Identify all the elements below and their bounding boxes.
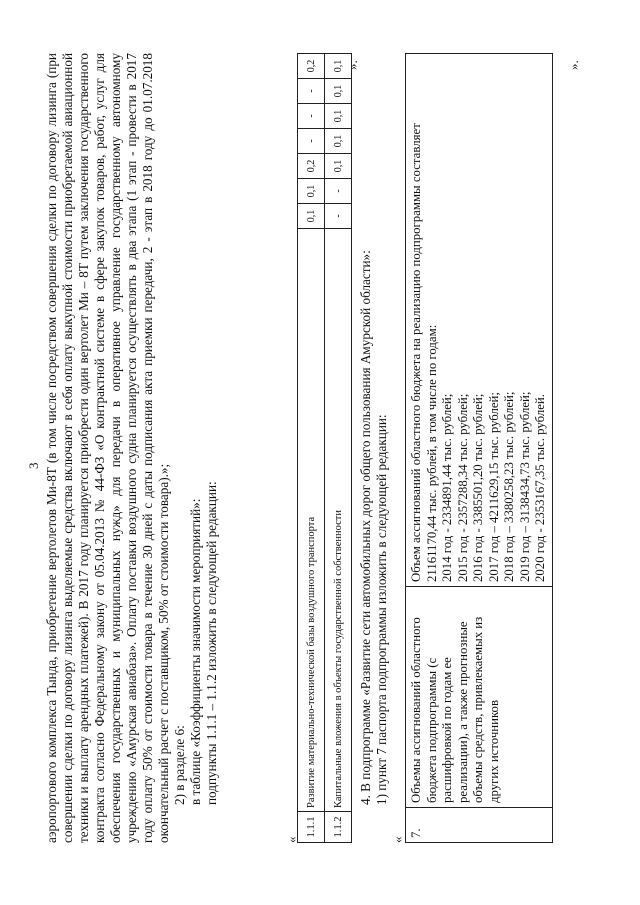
paragraph-aviation: аэропортового комплекса Тында, приобретение вертолетов Ми-8Т (в том числе посредством совершения сделки по договору лизинга (при совершении сделки по договору лизинга выделяемые средства включают в себя оплату выкупной стоимости приобретаемой авиационной техники и выплату арендных платежей). В 2017 году планируется приобрести один вертолет Ми – 8Т путем заключения государственного контракта согласно Федеральному закону от 05.04.2013 № 44-ФЗ «О контрактной системе в сфере закупок товаров, работ, услуг для обеспечения государственных и муниципальных нужд» для передачи в оперативное управление государственному автономному учреждению «Амурская авиабаза». Оплату поставки воздушного судна планируется осуществлять в два этапа (1 этап - провести в 2017 году оплату 50% от стоимости товара в течение 30 дней с даты подписания акта приемки передачи, 2 - этап в 2018 году до 01.07.2018 окончательный расчет с поставщиком, 50% от стоимости товара).»; (44, 53, 171, 843)
paragraph-subitems: подпункты 1.1.1 – 1.1.2 изложить в следующей редакции: (204, 481, 219, 805)
row-value: - (298, 104, 325, 129)
row-content (406, 54, 553, 587)
row-value: 0,2 (298, 154, 325, 179)
row-value: - (298, 129, 325, 154)
row-value: - (298, 79, 325, 104)
open-quote: « (390, 836, 405, 843)
content-line: 2018 год – 3380258,23 тыс. рублей; (502, 391, 516, 582)
row-value: - (325, 179, 352, 204)
paragraph-passport: 1) пункт 7 паспорта подпрограммы изложить в следующей редакции: (374, 414, 389, 805)
close-quote: ». (566, 60, 581, 70)
close-quote: ». (345, 60, 360, 70)
row-number: 1.1.1 (298, 812, 325, 843)
table-row (406, 54, 553, 843)
page-number: 3 (26, 462, 41, 469)
passport-table (405, 53, 553, 843)
row-name: Капитальные вложения в объекты государственной собственности (325, 229, 352, 812)
row-value: 0,2 (298, 54, 325, 79)
subprogram-text (358, 53, 390, 843)
row-value: 0,1 (325, 104, 352, 129)
body-text (44, 53, 220, 843)
content-line: 2020 год - 2353167,35 тыс. рублей. (533, 394, 547, 582)
table-row (325, 54, 352, 843)
content-line: 2016 год - 3385501,20 тыс. рублей; (471, 393, 485, 582)
paragraph-section6: 2) в разделе 6: (172, 725, 187, 805)
row-value: 0,1 (298, 179, 325, 204)
paragraph-table-title: в таблице «Коэффициенты значимости мероприятий»: (188, 498, 203, 805)
row-number: 1.1.2 (325, 812, 352, 843)
row-value: 0,1 (298, 204, 325, 229)
content-line: 2019 год – 3138434,73 тыс. рублей; (517, 391, 532, 582)
row-value: 0,1 (325, 129, 352, 154)
paragraph-subprogram: 4. В подпрограмме «Развитие сети автомобильных дорог общего пользования Амурской области»: (358, 250, 373, 805)
content-line: 2014 год - 2334891,44 тыс. рублей; (440, 393, 454, 582)
row-name: Объемы ассигнований областного бюджета подпрограммы (с расшифровкой по годам ее реализации), а также прогнозные объемы средств, привлекаемых из других источников (406, 587, 553, 808)
row-value: 0,1 (325, 79, 352, 104)
row-name: Развитие материально-технической базы воздушного транспорта (298, 229, 325, 812)
table-row (298, 54, 325, 843)
content-line: Объем ассигнований областного бюджета на реализацию подпрограммы составляет 21161170,44 тыс. рублей, в том числе по годам: (409, 123, 439, 582)
row-value: 0,1 (325, 154, 352, 179)
row-value: - (325, 204, 352, 229)
content-line: 2017 год – 4211629,15 тыс. рублей; (486, 392, 501, 582)
row-number: 7. (406, 808, 553, 843)
content-line: 2015 год - 2357288,34 тыс. рублей; (455, 393, 470, 582)
row-value: 0,1 (325, 54, 352, 79)
coefficients-table (297, 53, 352, 843)
open-quote: « (284, 836, 299, 843)
